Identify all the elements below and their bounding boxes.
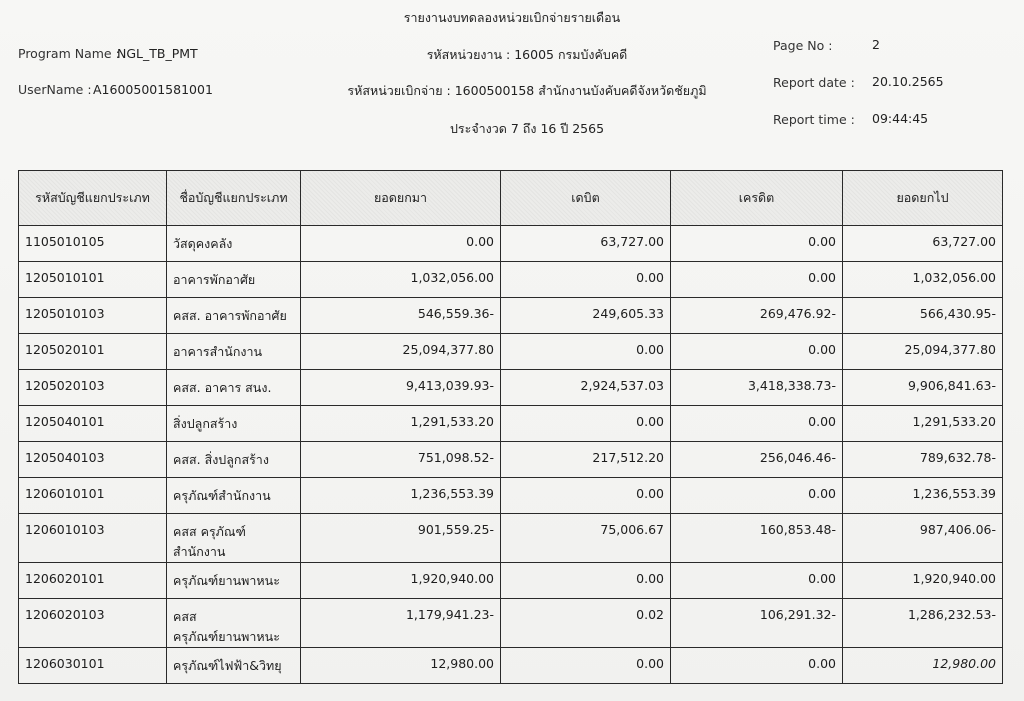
- brought-forward-cell: 9,413,039.93-: [301, 370, 501, 406]
- table-row: [19, 406, 1003, 442]
- account-name-cell: คสส. สิ่งปลูกสร้าง: [167, 442, 301, 478]
- brought-forward-cell: 1,291,533.20: [301, 406, 501, 442]
- disbursing-unit-line: รหัสหน่วยเบิกจ่าย : 1600500158 สำนักงานบังคับคดีจังหวัดชัยภูมิ: [347, 83, 707, 98]
- credit-cell: 0.00: [671, 478, 843, 514]
- account-name-cell: สิ่งปลูกสร้าง: [167, 406, 301, 442]
- report-date-value: 20.10.2565: [872, 74, 944, 89]
- table-header-row: [19, 171, 1003, 226]
- account-code-cell: 1205010103: [19, 298, 167, 334]
- page-no-label: Page No :: [773, 38, 833, 53]
- account-code-cell: 1105010105: [19, 226, 167, 262]
- credit-cell: 160,853.48-: [671, 514, 843, 563]
- column-header-carried-forward: ยอดยกไป: [843, 171, 1003, 226]
- account-code-cell: 1206020103: [19, 599, 167, 648]
- account-name-cell: วัสดุคงคลัง: [167, 226, 301, 262]
- account-code-cell: 1205040101: [19, 406, 167, 442]
- report-time-label: Report time :: [773, 112, 855, 127]
- period-line: ประจำงวด 7 ถึง 16 ปี 2565: [449, 121, 605, 136]
- account-code-cell: 1206020101: [19, 563, 167, 599]
- brought-forward-cell: 0.00: [301, 226, 501, 262]
- debit-cell: 0.00: [501, 478, 671, 514]
- account-code-cell: 1206030101: [19, 648, 167, 684]
- table-row: [19, 370, 1003, 406]
- debit-cell: 0.00: [501, 334, 671, 370]
- credit-cell: 106,291.32-: [671, 599, 843, 648]
- account-code-cell: 1205020103: [19, 370, 167, 406]
- carried-forward-cell: 789,632.78-: [843, 442, 1003, 478]
- debit-cell: 75,006.67: [501, 514, 671, 563]
- column-header-account-name: ชื่อบัญชีแยกประเภท: [167, 171, 301, 226]
- carried-forward-cell: 1,920,940.00: [843, 563, 1003, 599]
- account-name-line1: คสส: [173, 609, 197, 624]
- brought-forward-cell: 1,920,940.00: [301, 563, 501, 599]
- debit-cell: 0.00: [501, 648, 671, 684]
- carried-forward-cell: 1,032,056.00: [843, 262, 1003, 298]
- credit-cell: 0.00: [671, 563, 843, 599]
- brought-forward-cell: 12,980.00: [301, 648, 501, 684]
- report-date-label: Report date :: [773, 75, 855, 90]
- credit-cell: 0.00: [671, 226, 843, 262]
- table-row: [19, 514, 1003, 563]
- credit-cell: 0.00: [671, 406, 843, 442]
- table-row: [19, 442, 1003, 478]
- credit-cell: 0.00: [671, 262, 843, 298]
- debit-cell: 0.00: [501, 563, 671, 599]
- table-row: [19, 599, 1003, 648]
- account-name-cell: คสส. อาคารพักอาศัย: [167, 298, 301, 334]
- brought-forward-cell: 546,559.36-: [301, 298, 501, 334]
- account-name-cell: คสส ครุภัณฑ์สำนักงาน: [167, 514, 301, 563]
- column-header-credit: เครดิต: [671, 171, 843, 226]
- carried-forward-cell: 987,406.06-: [843, 514, 1003, 563]
- carried-forward-cell: 25,094,377.80: [843, 334, 1003, 370]
- carried-forward-cell: 63,727.00: [843, 226, 1003, 262]
- column-header-debit: เดบิต: [501, 171, 671, 226]
- agency-code-line: รหัสหน่วยงาน : 16005 กรมบังคับคดี: [426, 47, 628, 62]
- debit-cell: 0.00: [501, 406, 671, 442]
- account-name-cell: ครุภัณฑ์ไฟฟ้า&วิทยุ: [167, 648, 301, 684]
- account-name-cell: อาคารสำนักงาน: [167, 334, 301, 370]
- account-code-cell: 1205040103: [19, 442, 167, 478]
- table-row: [19, 262, 1003, 298]
- credit-cell: 269,476.92-: [671, 298, 843, 334]
- brought-forward-cell: 751,098.52-: [301, 442, 501, 478]
- credit-cell: 0.00: [671, 648, 843, 684]
- brought-forward-cell: 901,559.25-: [301, 514, 501, 563]
- debit-cell: 217,512.20: [501, 442, 671, 478]
- program-name-value: NGL_TB_PMT: [117, 46, 198, 61]
- account-name-line2: ครุภัณฑ์ยานพาหนะ: [173, 629, 280, 644]
- username-value: A16005001581001: [93, 82, 213, 97]
- debit-cell: 63,727.00: [501, 226, 671, 262]
- debit-cell: 2,924,537.03: [501, 370, 671, 406]
- account-code-cell: 1206010101: [19, 478, 167, 514]
- account-code-cell: 1205010101: [19, 262, 167, 298]
- carried-forward-cell: 12,980.00: [843, 648, 1003, 684]
- report-title: รายงานงบทดลองหน่วยเบิกจ่ายรายเดือน: [403, 10, 621, 25]
- table-row: [19, 226, 1003, 262]
- account-name-cell: อาคารพักอาศัย: [167, 262, 301, 298]
- column-header-brought-forward: ยอดยกมา: [301, 171, 501, 226]
- username-label: UserName :: [18, 82, 92, 97]
- column-header-account-code: รหัสบัญชีแยกประเภท: [19, 171, 167, 226]
- table-row: [19, 563, 1003, 599]
- report-time-value: 09:44:45: [872, 111, 929, 126]
- carried-forward-cell: 1,286,232.53-: [843, 599, 1003, 648]
- table-row: [19, 334, 1003, 370]
- table-row: [19, 298, 1003, 334]
- carried-forward-cell: 9,906,841.63-: [843, 370, 1003, 406]
- credit-cell: 3,418,338.73-: [671, 370, 843, 406]
- account-code-cell: 1205020101: [19, 334, 167, 370]
- account-name-cell: ครุภัณฑ์ยานพาหนะ: [167, 563, 301, 599]
- page-no-value: 2: [872, 37, 880, 52]
- credit-cell: 0.00: [671, 334, 843, 370]
- table-row: [19, 648, 1003, 684]
- brought-forward-cell: 1,236,553.39: [301, 478, 501, 514]
- trial-balance-table: [18, 170, 1003, 684]
- brought-forward-cell: 1,032,056.00: [301, 262, 501, 298]
- carried-forward-cell: 1,236,553.39: [843, 478, 1003, 514]
- brought-forward-cell: 25,094,377.80: [301, 334, 501, 370]
- account-name-cell: [167, 599, 301, 648]
- brought-forward-cell: 1,179,941.23-: [301, 599, 501, 648]
- account-name-cell: ครุภัณฑ์สำนักงาน: [167, 478, 301, 514]
- account-code-cell: 1206010103: [19, 514, 167, 563]
- debit-cell: 249,605.33: [501, 298, 671, 334]
- debit-cell: 0.00: [501, 262, 671, 298]
- debit-cell: 0.02: [501, 599, 671, 648]
- carried-forward-cell: 1,291,533.20: [843, 406, 1003, 442]
- table-row: [19, 478, 1003, 514]
- account-name-cell: คสส. อาคาร สนง.: [167, 370, 301, 406]
- carried-forward-cell: 566,430.95-: [843, 298, 1003, 334]
- credit-cell: 256,046.46-: [671, 442, 843, 478]
- program-name-label: Program Name :: [18, 46, 120, 61]
